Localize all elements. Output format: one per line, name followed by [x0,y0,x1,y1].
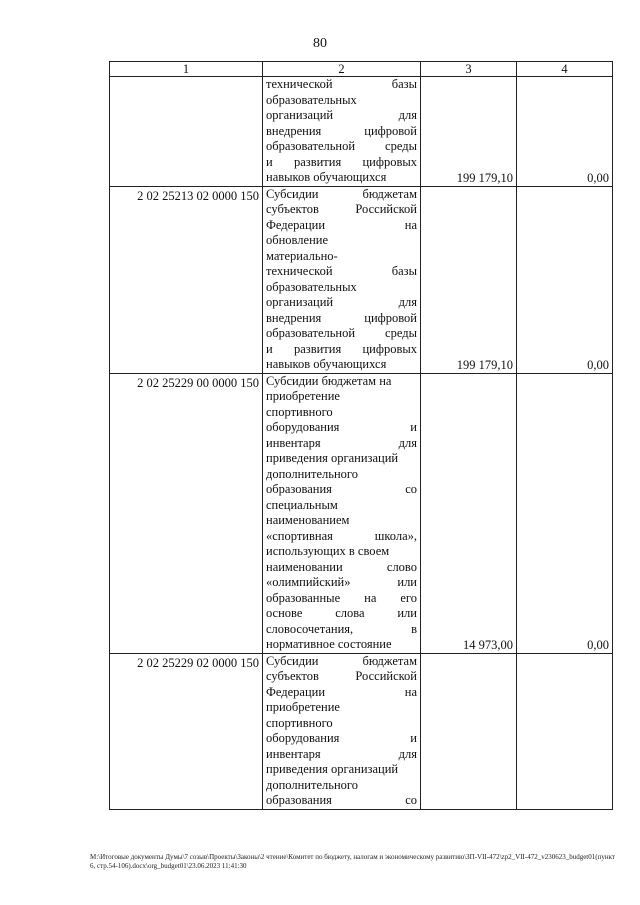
description-word: технической [266,77,333,91]
description-word: специальным [266,497,338,512]
description-word: «олимпийский» [266,575,351,589]
table-row [110,186,613,373]
description-word: оборудования [266,420,340,434]
description-line [266,342,417,358]
income-description [263,373,421,653]
description-line [266,170,417,186]
description-word: Российской [355,202,417,216]
income-description [263,77,421,187]
description-line [266,139,417,155]
description-line [266,311,417,327]
description-word: и [266,154,273,169]
description-word: развития [293,341,342,356]
description-line [266,187,417,203]
budget-code: 2 02 25229 02 0000 150 [110,653,263,809]
table-row [110,77,613,187]
description-line [266,700,417,716]
description-word: слова [335,606,365,620]
description-line [266,685,417,701]
description-word: базы [391,264,417,278]
page-number: 80 [313,36,327,51]
description-word: на [404,217,417,232]
description-line [266,405,417,421]
description-line [266,575,417,591]
column-header: 2 [263,62,421,77]
description-line [266,669,417,685]
description-line [266,762,417,778]
description-word: развития [293,154,342,169]
description-line [266,529,417,545]
description-line [266,606,417,622]
description-line [266,544,417,560]
description-word: образования [266,793,332,807]
description-line [266,93,417,109]
description-word: основе [266,606,303,620]
amount-col3 [421,653,517,809]
description-line [266,560,417,576]
description-line [266,591,417,607]
description-line [266,202,417,218]
description-line [266,467,417,483]
description-word: навыков обучающихся [266,357,387,371]
description-line [266,778,417,794]
description-word: на [364,590,377,605]
description-word: базы [391,77,417,91]
description-word: образования [266,482,332,496]
amount-col3: 199 179,10 [421,77,517,187]
description-word: приведения организаций [266,451,399,465]
description-word: школа», [374,528,417,543]
description-line [266,637,417,653]
description-word: на [404,684,417,699]
file-path-footer: M:\Итоговые документы Думы\7 созыв\Проекты\Законы\2 чтение\Комитет по бюджету, налогам и экономическому развитию\ЗП-VII-472\zp2_VII-472_v230623_budget01(пункт 6, стр.54-106).docx\org_budget01\23.06.2023 11:41:30 [90,853,615,870]
budget-table [109,61,613,810]
description-word: «спортивная [266,528,333,543]
description-line [266,295,417,311]
description-word: Субсидии [266,186,319,201]
amount-col4: 0,00 [517,373,613,653]
description-word: наименовании [266,559,343,574]
description-word: слово [386,559,417,574]
description-line [266,716,417,732]
budget-code: 2 02 25213 02 0000 150 [110,186,263,373]
description-word: бюджетам [362,186,417,201]
description-line [266,155,417,171]
description-word: среды [385,139,417,153]
description-word: обновление [266,233,328,247]
description-word: для [398,108,417,122]
description-line [266,77,417,93]
description-line [266,357,417,373]
amount-col3: 199 179,10 [421,186,517,373]
description-word: цифровой [364,123,417,138]
column-header: 1 [110,62,263,77]
description-line [266,420,417,436]
description-line [266,731,417,747]
description-word: Российской [355,669,417,683]
description-line [266,218,417,234]
amount-col4: 0,00 [517,186,613,373]
description-word: со [405,793,417,807]
description-word: цифровых [362,154,417,169]
description-line [266,482,417,498]
description-word: Федерации [266,217,326,232]
description-word: приведения организаций [266,762,399,776]
description-line [266,374,417,390]
description-word: субъектов [266,669,319,683]
column-header: 3 [421,62,517,77]
description-word: навыков обучающихся [266,170,387,184]
description-word: технической [266,264,333,278]
description-line [266,498,417,514]
description-word: со [405,482,417,496]
description-line [266,249,417,265]
description-word: Субсидии [266,653,319,668]
description-line [266,124,417,140]
description-word: субъектов [266,202,319,216]
column-header: 4 [517,62,613,77]
description-line [266,451,417,467]
description-word: спортивного [266,404,333,419]
description-word: нормативное состояние [266,637,392,651]
table-row [110,653,613,809]
description-word: и [266,341,273,356]
description-line [266,108,417,124]
description-word: бюджетам [362,653,417,668]
description-line [266,280,417,296]
budget-code [110,77,263,187]
description-word: организаций [266,108,334,122]
description-word: и [410,420,417,434]
budget-code: 2 02 25229 00 0000 150 [110,373,263,653]
description-word: материально- [266,248,338,263]
description-word: спортивного [266,715,333,730]
description-word: образованные [266,590,341,605]
description-word: словосочетания, [266,621,354,636]
description-word: или [397,606,417,620]
income-description [263,653,421,809]
description-word: образовательной [266,326,356,340]
description-line [266,264,417,280]
income-description [263,186,421,373]
description-word: инвентаря [266,746,321,761]
description-word: внедрения [266,310,322,325]
description-word: дополнительного [266,466,358,481]
description-word: или [397,575,417,589]
description-word: приобретение [266,389,340,403]
amount-col3: 14 973,00 [421,373,517,653]
description-word: использующих в своем [266,544,390,558]
description-word: образовательных [266,279,357,294]
amount-col4: 0,00 [517,77,613,187]
description-word: образовательных [266,92,357,107]
description-word: Федерации [266,684,326,699]
amount-col4 [517,653,613,809]
description-line [266,389,417,405]
description-line [266,436,417,452]
description-word: внедрения [266,123,322,138]
description-word: приобретение [266,700,340,714]
description-word: его [400,590,417,605]
description-word: для [398,295,417,309]
description-word: и [410,731,417,745]
description-word: инвентаря [266,435,321,450]
table-header-row [110,62,613,77]
description-word: цифровых [362,341,417,356]
description-word: для [398,746,417,761]
description-line [266,513,417,529]
table-row [110,373,613,653]
description-word: дополнительного [266,777,358,792]
description-line [266,326,417,342]
description-word: цифровой [364,310,417,325]
description-line [266,654,417,670]
description-line [266,622,417,638]
description-line [266,793,417,809]
description-word: для [398,435,417,450]
description-word: организаций [266,295,334,309]
description-line [266,747,417,763]
description-word: наименованием [266,513,350,527]
description-line [266,233,417,249]
description-word: образовательной [266,139,356,153]
description-word: Субсидии бюджетам на [266,373,392,388]
description-word: в [411,621,417,636]
description-word: среды [385,326,417,340]
description-word: оборудования [266,731,340,745]
